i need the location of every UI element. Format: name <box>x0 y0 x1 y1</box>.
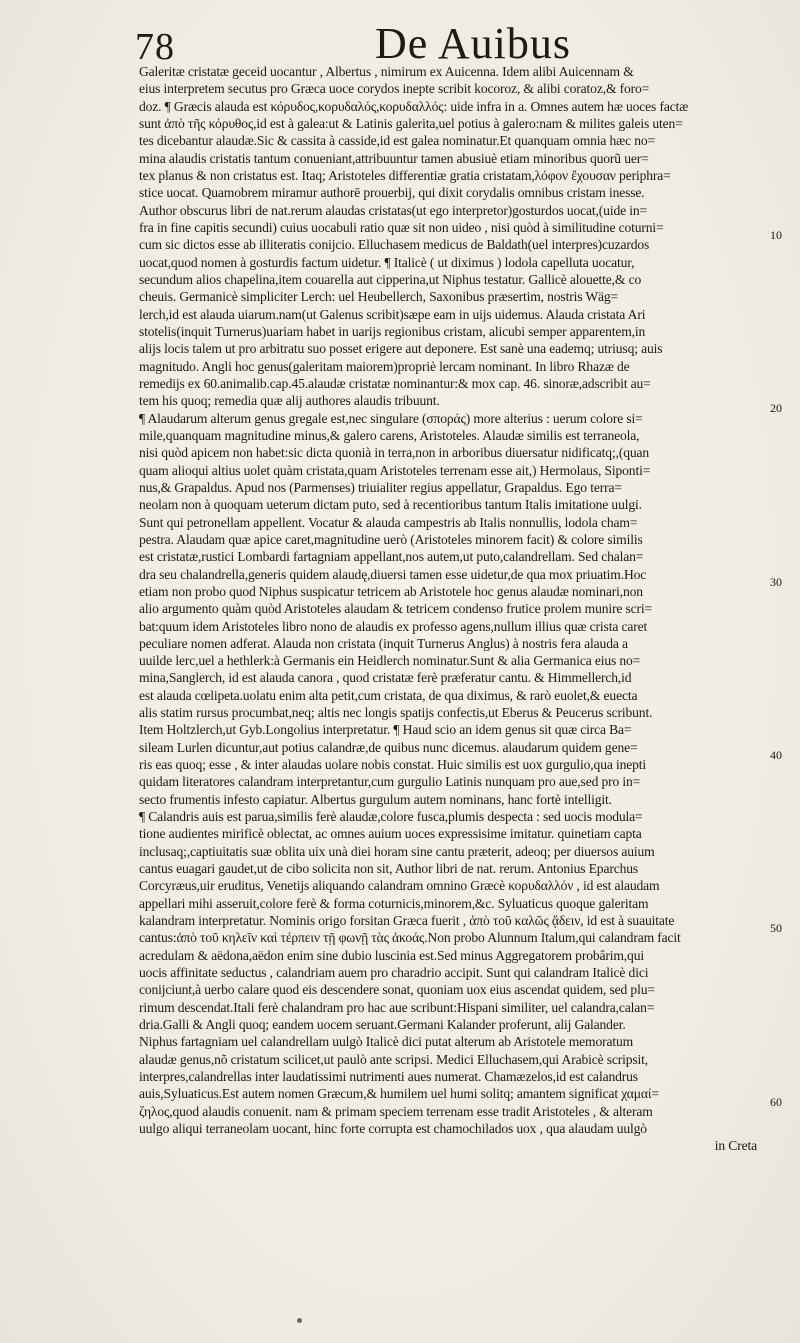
text-line: fra in fine capitis secundi) cuius uocabuli ratio quæ sit non uideo , nisi quòd à similitudine coturni= <box>139 219 664 235</box>
text-line: cantus:ἀπὸ τοῦ κηλεῖν καὶ τέρπειν τῇ φωνῇ τὰς ἀκοάς.Non probo Alunnum Italum,qui calandram facit <box>139 930 681 946</box>
text-line: magnitudo. Angli hoc genus(galeritam maiorem)propriè lercam nominant. In libro Rhazæ de <box>139 358 630 374</box>
text-line: sileam Lurlen dicuntur,aut potius calandræ,de quibus nunc dicemus. alaudarum quidem gene= <box>139 739 638 755</box>
text-line: stotelis(inquit Turnerus)uariam habet in uarijs regionibus cristam, alicubi semper apparentem,in <box>139 323 646 339</box>
text-line: cheuis. Germanicè simpliciter Lerch: uel Heubellerch, Saxonibus præsertim, nostris Wäg= <box>139 289 619 305</box>
text-line: Author obscurus libri de nat.rerum alaudas cristatas(ut ego interpretor)gosturdos uocat,(uide in= <box>139 202 648 218</box>
text-line: alis statim rursus procumbat,neq; altis nec longis spatijs confectis,ut Eberus & Peucerus scribunt. <box>139 705 653 721</box>
text-line: quam alioqui altius uolet quàm cristata,quam Aristoteles terrenam esse ait,) Hermolaus, Siponti= <box>139 462 651 478</box>
text-line: ζηλος,quod alaudis conuenit. nam & primam speciem terrenam esse tradit Aristoteles , & alteram <box>139 1103 653 1119</box>
text-line: mina alaudis cristatis tantum conueniant,attribuuntur tamen abusiuè etiam minoribus quorũ uer= <box>139 150 649 166</box>
text-line: alaudæ genus,nõ cristatum scilicet,ut paulò ante scripsi. Medici Elluchasem,qui Arabicè scripsit, <box>139 1051 649 1067</box>
text-line: Sunt qui petronellam appellent. Vocatur & alauda campestris ab Italis nonnullis, lodola cham= <box>139 514 638 530</box>
page-number: 78 <box>135 26 175 68</box>
text-line: ¶ Alaudarum alterum genus gregale est,nec singulare (σποράς) more alterius : uerum colore si= <box>139 410 643 426</box>
text-line: appellari mihi asseruit,colore ferè & forma coturnicis,minorem,&c. Syluaticus quoque galeritam <box>139 895 649 911</box>
margin-line-number: 60 <box>770 1095 782 1109</box>
text-line: Galeritæ cristatæ geceid uocantur , Albertus , nimirum ex Auicenna. Idem alibi Auicennam & <box>139 64 634 79</box>
text-line: cantus euagari gaudet,ut de cibo solicita non sit, Author libri de nat. rerum. Antonius Eparchus <box>139 861 639 877</box>
text-line: cum sic dictos esse ab illiteratis conijcio. Elluchasem medicus de Baldath(uel interpres)cuzardos <box>139 237 650 253</box>
running-title: De Auibus <box>375 19 571 68</box>
body-text <box>139 63 765 1155</box>
page-mark <box>297 1318 302 1323</box>
text-line: inclusaq;,captiuitatis suæ oblita uix unà diei horam sine cantu præterit, adeoq; per diuersos auium <box>139 843 655 859</box>
text-line: mina,Sanglerch, id est alauda canora , quod cristatæ ferè præferatur cantu. & Himmellerch,id <box>139 670 632 686</box>
text-line: nisi quòd apicem non habet:sic dicta quonià in terra,non in arboribus diuersatur nidificatq;,(quan <box>139 445 650 461</box>
text-line: alijs locis talem ut pro arbitratu suo posset erigere aut deponere. Est sanè una eademq; utriusq; auis <box>139 341 663 357</box>
text-line: tex planus & non cristatus est. Itaq; Aristoteles differentiæ gratia cristatam,λόφον ἔχουσαν periphra= <box>139 167 671 183</box>
text-line: nus,& Grapaldus. Apud nos (Parmenses) triuialiter regius appellatur, Grapaldus. Ego terra= <box>139 479 622 495</box>
text-line: sunt ἀπὸ τῆς κόρυθος,id est à galea:ut & Latinis galerita,uel potius à galero:nam & milites galeis uten= <box>139 115 683 131</box>
text-line: interpres,calandrellas inter laudatissimi nutrimenti aues numerat. Chamæzelos,id est calandrus <box>139 1069 638 1085</box>
text-line: tem his quoq; remedia quæ alij authores alaudis tribuunt. <box>139 393 440 409</box>
text-line: secundum alios chapelina,item couarella aut cipperina,ut Niphus testatur. Gallicè alouette,& co <box>139 271 642 287</box>
margin-line-number: 50 <box>770 921 782 935</box>
text-line: stice uocat. Quamobrem miramur authorē prouerbij, qui dixit corydalis omnibus cristam inesse. <box>139 185 645 201</box>
text-line: uocis affinitate seductus , calandriam auem pro charadrio accipit. Sunt qui calandram Italicè dici <box>139 965 649 981</box>
text-line: kalandram interpretatur. Nominis origo forsitan Græca fuerit , ἀπὸ τοῦ καλῶς ᾄδειν, id est à suauitate <box>139 913 675 929</box>
text-line: ¶ Calandris auis est parua,similis ferè alaudæ,colore fusca,plumis despecta : sed uocis modula= <box>139 809 643 825</box>
text-line: dria.Galli & Angli quoq; eandem uocem seruant.Germani Kalander proferunt, alij Galander. <box>139 1017 626 1033</box>
text-line: uuilde lerc,uel a hethlerk:à Germanis ein Heidlerch nominatur.Sunt & alia Germanica eius no= <box>139 653 641 669</box>
text-line: etiam non probo quod Niphus suspicatur tetricem ab Aristotele hoc genus alaudæ nominari,non <box>139 583 643 599</box>
text-line: bat:quum idem Aristoteles libro nono de alaudis ex professo agens,nullum illius quæ crista caret <box>139 618 648 634</box>
text-line: Niphus fartagniam uel calandrellam uulgò Italicè dici putat alterum ab Aristotele memoratum <box>139 1034 634 1050</box>
text-line: auis,Syluaticus.Est autem nomen Græcum,& humilem uel humi solitq; amantem significat χαμαί= <box>139 1086 659 1102</box>
text-line: tione audientes mirificè oblectat, ac omnes auium uoces expressisime imitatur. quinetiam capta <box>139 826 642 842</box>
text-line: est cristatæ,rustici Lombardi fartagniam appellant,nos autem,ut puto,calandrellam. Sed chalan= <box>139 549 644 565</box>
text-line: Corcyræus,uir eruditus, Venetijs aliquando calandram omnino Græcè κορυδαλλόν , id est alaudam <box>139 878 660 894</box>
text-line: remedijs ex 60.animalib.cap.45.alaudæ cristatæ nominantur:& mox cap. 46. sinoræ,adscribit au= <box>139 375 651 391</box>
text-line: dra seu chalandrella,generis quidem alaudę,diuersi tamen esse uidetur,de qua mox priuatim.Hoc <box>139 566 647 582</box>
text-line: ris eas quoq; esse , & inter alaudas uolare nobis constat. Huic similis est uox gurgulio,qua inepti <box>139 757 647 773</box>
text-line: lerch,id est alauda uiarum.nam(ut Galenus scribit)sæpe eam in uijs uidemus. Alauda cristata Ari <box>139 306 646 322</box>
text-line: pestra. Alaudam quæ apice caret,magnitudine uerò (Aristoteles minorem facit) & colore similis <box>139 531 643 547</box>
text-line: Item Holtzlerch,ut Gyb.Longolius interpretatur. ¶ Haud scio an idem genus sit quæ circa Ba= <box>139 722 632 738</box>
margin-line-number: 20 <box>770 401 782 415</box>
text-line: rimum descendat.Itali ferè chalandram pro hac aue scribunt:Hispani similiter, uel calandra,calan= <box>139 999 655 1015</box>
text-line: peculiare nomen adferat. Alauda non cristata (inquit Turnerus Anglus) à nostris fera alauda a <box>139 635 628 651</box>
text-line: eius interpretem secutus pro Græca uoce corydos inepte scribit kocoroz, & alibi coratoz,& foro= <box>139 81 650 97</box>
margin-line-number: 40 <box>770 748 782 762</box>
catchword: in Creta <box>714 1138 757 1154</box>
text-line: acredulam & aëdona,aëdon enim sine dubio luscinia est.Sed minus Aggregatorem probârim,qui <box>139 947 644 963</box>
text-line: doz. ¶ Græcis alauda est κόρυδος,κορυδαλός,κορυδαλλός: uide infra in a. Omnes autem hæ uoces factæ <box>139 98 689 114</box>
text-line: uocat,quod nomen à gosturdis factum uidetur. ¶ Italicè ( ut diximus ) lodola capelluta uocatur, <box>139 254 635 270</box>
text-line: conijciunt,à uerbo calare quod eis descendere sonat, quoniam uox eius ascendat quidem, sed plu= <box>139 982 655 998</box>
text-line: uulgo aliqui terraneolam uocant, hinc forte corrupta est chamochilados uox , qua alaudam uulgò <box>139 1121 647 1137</box>
text-line: neolam non à quoquam ueterum dictam puto, sed à recentioribus tantum Italis imitatione uulgi. <box>139 497 642 513</box>
text-line: secto frumentis infesto capiatur. Albertus gurgulum autem nominans, hanc fortè intelligit. <box>139 791 612 807</box>
text-line: tes dicebantur alaudæ.Sic & cassita à cassidе,id est galea nominatur.Et quanquam omnia hæc no= <box>139 133 656 149</box>
text-line: alio argumento quàm quòd Aristoteles alaudam & tetricem condenso frutice prolem munire scri= <box>139 601 653 617</box>
text-line: quidam literatores calandram interpretantur,cum gurgulio Latinis nunquam pro aue,sed pro in= <box>139 774 641 790</box>
text-line: mile,quanquam magnitudine minus,& galero carens, Aristoteles. Alaudæ similis est terraneola, <box>139 427 640 443</box>
margin-line-number: 10 <box>770 228 782 242</box>
text-line: est alauda cœlipeta.uolatu enim alta petit,cum cristata, de qua diximus, & rarò euolet,& euecta <box>139 687 638 703</box>
margin-line-number: 30 <box>770 575 782 589</box>
